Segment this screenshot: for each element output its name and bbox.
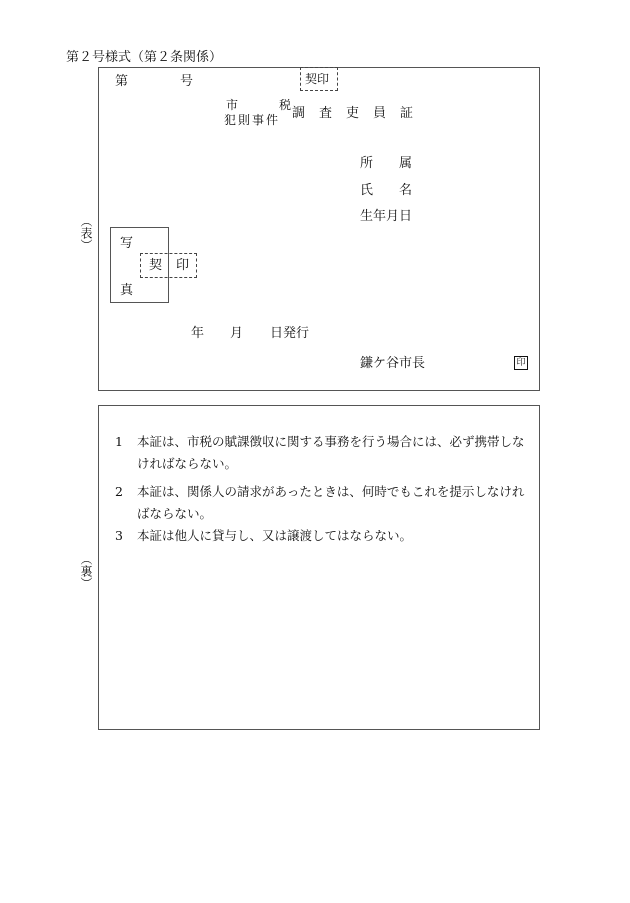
field-name-char: 名 <box>398 183 412 198</box>
field-name-char: 氏 <box>360 183 374 198</box>
photo-label-top: 写 <box>120 236 134 251</box>
title-main-char: 査 <box>318 106 332 121</box>
front-side-label: （表） <box>79 215 93 251</box>
seal-top-label: 契印 <box>305 72 330 86</box>
title-main-char: 員 <box>372 106 386 121</box>
note-item <box>115 431 535 475</box>
note-text: 本証は、市税の賦課徴収に関する事務を行う場合には、必ず携帯しなければならない。 <box>137 434 525 471</box>
title-line1-right: 税 <box>279 98 292 112</box>
title-main <box>292 106 413 122</box>
photo-label-bottom: 真 <box>120 283 134 298</box>
title-main-char: 証 <box>399 106 413 121</box>
title-main-char: 吏 <box>345 106 359 121</box>
number-label-left: 第 <box>115 74 129 89</box>
field-affiliation-char: 所 <box>360 156 374 171</box>
seal-mid-char: 印 <box>176 258 190 273</box>
note-number: 3 <box>115 528 123 543</box>
note-text: 本証は、関係人の請求があったときは、何時でもこれを提示しなければならない。 <box>137 484 525 521</box>
note-item <box>115 525 535 547</box>
number-label-right: 号 <box>180 74 194 89</box>
issue-day: 日発行 <box>270 326 310 341</box>
issuer-seal-stamp: 印 <box>514 356 528 370</box>
title-main-char: 調 <box>292 106 306 121</box>
seal-mid-char: 契 <box>149 258 163 273</box>
title-line2: 犯則事件 <box>224 113 281 127</box>
field-affiliation-char: 属 <box>398 156 412 171</box>
form-title: 第２号様式（第２条関係） <box>66 50 223 65</box>
field-affiliation <box>360 156 412 172</box>
field-birthdate: 生年月日 <box>360 209 413 224</box>
issue-month: 月 <box>230 326 244 341</box>
issuer: 鎌ケ谷市長 <box>360 356 426 371</box>
title-line1-left: 市 <box>226 98 239 112</box>
note-number: 1 <box>115 434 123 449</box>
note-item <box>115 481 535 525</box>
note-text: 本証は他人に貸与し、又は譲渡してはならない。 <box>137 528 413 543</box>
note-number: 2 <box>115 484 123 499</box>
field-name <box>360 183 412 199</box>
issue-year: 年 <box>191 326 205 341</box>
back-side-label: （裏） <box>79 553 93 589</box>
